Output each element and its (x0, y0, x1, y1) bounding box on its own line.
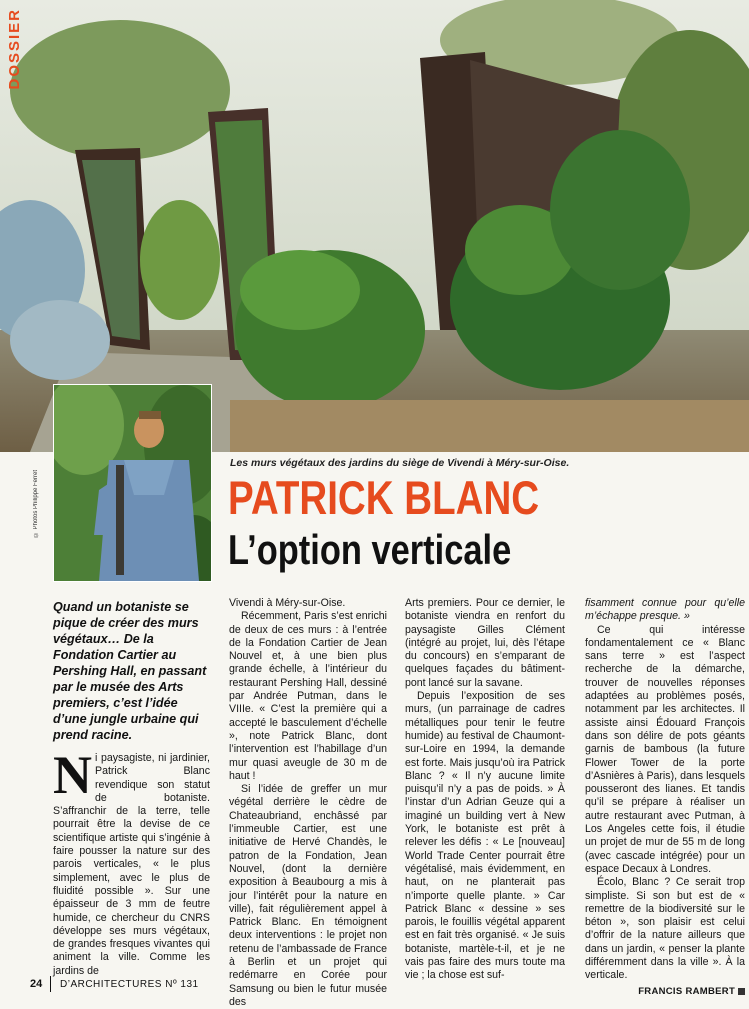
portrait-illustration (54, 385, 211, 581)
col2-paragraph-2: Récemment, Paris s’est enrichi de deux de ces murs : à l’entrée de la Fondation Cartier de Jean Nouvel et, à une bien plus grande échelle, à l’intérieur du restaurant Pershing Hall, dessiné par Andrée Putman, dans le VIIIe. « C’est la première qui a accepté le basculement d’échelle », note Patrick Blanc, dont l’intervention est l’habillage d’un mur quasi aveugle de 30 m de haut ! (229, 610, 388, 782)
col4-paragraph-2: Ce qui intéresse fondamentalement ce « Blanc sans terre » est l’aspect recherche de la démarche, trouver de nouvelles réponses adaptées au problèmes posés, notamment par les architectes. Il assiste ainsi Édouard François dans son délire de pots géants garnis de bambous (la future Flower Tower de la porte d’Asnières à Paris), dans lesquels pousseront des lianes. Et tandis qu’il se prépare à réaliser un autre restaurant avec Putman, à Los Angeles cette fois, il étudie un projet de mur de 55 m de long (avec cascade intégrée) pour un espace Decaux à Londres. (585, 623, 745, 875)
col3-paragraph-1: Arts premiers. Pour ce dernier, le botaniste viendra en renfort du paysagiste Gilles Clément (intégré au projet, lui, dès l’étape du concours) en s’emparant de quelques façades du bâtiment-pont lancé sur la savane. (405, 597, 565, 689)
col1-text: i paysagiste, ni jardinier, Patrick Blanc revendique son statut de botaniste. S’affranchir de la terre, telle pourrait être la devise de ce scientifique artiste qui s’ingénie à faire pousser la nature sur des parois verticales, « le plus simplement, avec le plus de fluidité possible ». Sur une épaisseur de 3 mm de feutre humide, ce chercheur du CNRS développe ses murs végétaux, de grandes fresques vivantes qui animent la ville. Comme les jardins de (53, 752, 210, 977)
section-tag: DOSSIER (6, 8, 23, 90)
column-1 (53, 745, 210, 978)
col1-paragraph (53, 745, 210, 978)
column-3 (405, 597, 565, 983)
article-title: PATRICK BLANC (228, 471, 540, 524)
col2-paragraph-3: Si l’idée de greffer un mur végétal derrière le cèdre de Chateaubriand, enchâssé par l’immeuble Cartier, est une initiative de Hervé Chandès, le patron de la Fondation, Jean Nouvel, (dont la dernière exposition à Beaubourg a mis à jour l’intérêt pour la nature en ville), fait régulièrement appel à Patrick Blanc. En témoignent deux interventions : le projet non retenu de l’ambassade de France à Berlin et un projet qui redémarre en Corée pour Samsung ou bien le futur musée des (229, 783, 387, 1008)
column-4 (585, 597, 745, 998)
article-subtitle: L’option verticale (228, 526, 512, 573)
end-mark (738, 988, 745, 995)
col4-paragraph-1: fisamment connue pour qu’elle m’échappe presque. » (585, 597, 745, 623)
page-number: 24 (30, 978, 43, 990)
photo-credit: © Photos Philippe Ferret (33, 470, 39, 538)
col4-paragraph-3: Écolo, Blanc ? Ce serait trop simpliste. Si son but est de « remettre de la biodiversité sur le béton », son plaisir est celui d’offrir de la nature ailleurs que dans un jardin, « penser la plante différemment dans la ville ». À la verticale. (585, 876, 745, 982)
col3-paragraph-2: Depuis l’exposition de ses murs, (un parrainage de cadres métalliques pour tenir le feutre humide) au festival de Chaumont-sur-Loire en 1994, la demande est forte. Mais jusqu’où ira Patrick Blanc ? « Il n’y aucune limite puisqu’il n’y a pas de poids. » À l’instar d’un Adrian Geuze qui a imaginé un building vert à New York, le botaniste est prêt à relever les défis : « Le [nouveau] World Trade Center pourrait être végétalisé, mais évidemment, en haut, on ne planterait pas n’importe quelle plante. » Car Patrick Blanc « dessine » ses parois, le fouillis végétal apparent est en fait très organisé. « Je suis botaniste, martèle-t-il, et je ne vais pas faire des murs toute ma vie ; la chose est suf- (405, 690, 565, 982)
byline-text: FRANCIS RAMBERT (638, 985, 736, 997)
portrait-photo (53, 384, 212, 582)
column-2 (229, 597, 387, 1009)
photo-caption: Les murs végétaux des jardins du siège de Vivendi à Méry-sur-Oise. (230, 457, 570, 469)
byline (585, 985, 745, 998)
dropcap: N (53, 745, 92, 805)
journal-name: D’ARCHITECTURES Nº 131 (60, 979, 199, 990)
col2-paragraph-1: Vivendi à Méry-sur-Oise. (229, 597, 346, 609)
lead-paragraph: Quand un botaniste se pique de créer des murs végétaux… De la Fondation Cartier au Pershing Hall, en passant par le musée des Arts premiers, c’est l’idée d’une jungle urbaine qui prend racine. (53, 600, 207, 742)
footer-divider (50, 976, 51, 992)
